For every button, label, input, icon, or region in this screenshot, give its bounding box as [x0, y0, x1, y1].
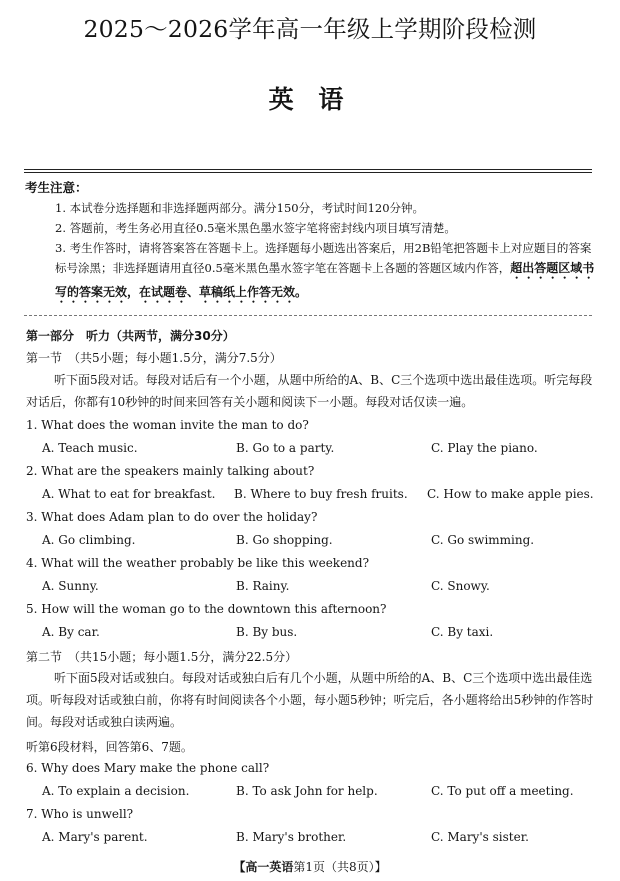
- question-1-option-b: B. Go to a party.: [236, 441, 335, 455]
- question-1-option-c: C. Play the piano.: [431, 441, 538, 455]
- subject-title: 英 语: [268, 85, 352, 114]
- question-3-option-b: B. Go shopping.: [236, 533, 333, 547]
- question-3-option-c: C. Go swimming.: [431, 533, 535, 547]
- question-3-stem: 3. What does Adam plan to do over the holiday?: [26, 510, 318, 524]
- question-2-option-a: A. What to eat for breakfast.: [42, 487, 216, 501]
- footer-label: 【高一英语: [233, 860, 294, 874]
- exam-title: 2025～2026学年高一年级上学期阶段检测: [83, 15, 537, 43]
- question-4-option-b: B. Rainy.: [236, 579, 290, 593]
- material-note: 听第6段材料，回答第6、7题。: [26, 740, 193, 754]
- question-5-option-b: B. By bus.: [236, 625, 298, 639]
- header-rule-thick: [24, 169, 592, 170]
- section1-title: 第一节 （共5小题；每小题1.5分，满分7.5分）: [26, 351, 282, 365]
- question-5-option-c: C. By taxi.: [431, 625, 494, 639]
- notice-title: 考生注意：: [25, 180, 88, 195]
- question-6-option-a: A. To explain a decision.: [42, 784, 190, 798]
- notice-item-3-text: 3. 考生作答时，请将答案答在答题卡上。选择题每小题选出答案后，用2B铅笔把答题卡上对应题目的答案标号涂黑；非选择题请用直径0.5毫米黑色墨水签字笔在答题卡上各题的答题区域内作答，: [55, 241, 592, 275]
- question-2-stem: 2. What are the speakers mainly talking about?: [26, 464, 315, 478]
- question-1-stem: 1. What does the woman invite the man to do?: [26, 418, 309, 432]
- notice-divider: [24, 315, 592, 316]
- question-2-option-c: C. How to make apple pies.: [427, 487, 594, 501]
- question-3-option-a: A. Go climbing.: [42, 533, 136, 547]
- page-footer: [0, 858, 620, 875]
- header-rule-thin: [24, 172, 592, 173]
- question-5-option-a: A. By car.: [42, 625, 100, 639]
- part1-title: 第一部分 听力（共两节，满分30分）: [26, 329, 235, 343]
- question-2-option-b: B. Where to buy fresh fruits.: [234, 487, 408, 501]
- question-4-option-a: A. Sunny.: [42, 579, 99, 593]
- notice-item-1: 1. 本试卷分选择题和非选择题两部分。满分150分，考试时间120分钟。: [55, 201, 425, 215]
- question-1-option-a: A. Teach music.: [42, 441, 138, 455]
- notice-item-2: 2. 答题前，考生务必用直径0.5毫米黑色墨水签字笔将密封线内项目填写清楚。: [55, 221, 456, 235]
- notice-item-3: [55, 238, 600, 306]
- section2-instructions: 听下面5段对话或独白。每段对话或独白后有几个小题，从题中所给的A、B、C三个选项中选出最佳选项。听每段对话或独白前，你将有时间阅读各个小题，每小题5秒钟；听完后，各小题将给出5秒钟的作答时间。每段对话或独白读两遍。: [26, 671, 594, 729]
- question-7-stem: 7. Who is unwell?: [26, 807, 134, 821]
- footer-page: 第1页（共8页）】: [293, 860, 387, 874]
- question-5-stem: 5. How will the woman go to the downtown this afternoon?: [26, 602, 387, 616]
- question-6-stem: 6. Why does Mary make the phone call?: [26, 761, 270, 775]
- section2-title: 第二节 （共15小题；每小题1.5分，满分22.5分）: [26, 650, 298, 664]
- question-4-option-c: C. Snowy.: [431, 579, 490, 593]
- question-6-option-c: C. To put off a meeting.: [431, 784, 574, 798]
- question-7-option-b: B. Mary's brother.: [236, 830, 347, 844]
- question-7-option-c: C. Mary's sister.: [431, 830, 529, 844]
- question-6-option-b: B. To ask John for help.: [236, 784, 378, 798]
- notice-emphasis: 超出答题区域书写的答案无效，在试题卷、草稿纸上作答无效。: [55, 261, 595, 299]
- section1-instructions: 听下面5段对话。每段对话后有一个小题，从题中所给的A、B、C三个选项中选出最佳选项。听完每段对话后，你都有10秒钟的时间来回答有关小题和阅读下一小题。每段对话仅读一遍。: [26, 373, 593, 409]
- question-4-stem: 4. What will the weather probably be like this weekend?: [26, 556, 370, 570]
- question-7-option-a: A. Mary's parent.: [42, 830, 148, 844]
